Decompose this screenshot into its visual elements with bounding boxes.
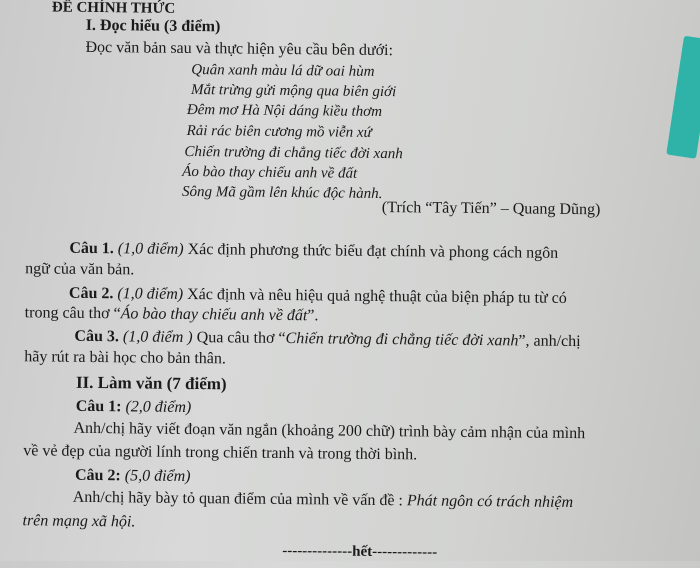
question-points: (1,0 điểm) <box>117 240 184 258</box>
question-2-1 <box>76 397 192 418</box>
question-label: Câu 3. <box>74 327 120 346</box>
question-label: Câu 1. <box>69 239 114 258</box>
question-2-2-cont: trên mạng xã hội. <box>22 512 136 531</box>
quoted-verse: Áo bào thay chiếu anh về đất <box>120 305 308 325</box>
text-suffix: ”, anh/chị <box>518 332 581 351</box>
essay-topic: Phát ngôn có trách nhiệm <box>406 492 574 512</box>
question-points: (1,0 điểm ) <box>122 328 193 347</box>
question-2-1-text: Anh/chị hãy viết đoạn văn ngắn (khoảng 200 chữ) trình bày cảm nhận của mình <box>73 419 586 443</box>
poem-line: Quân xanh màu lá dữ oai hùm <box>191 62 375 80</box>
quoted-verse: Chiến trường đi chẳng tiếc đời xanh <box>285 330 519 350</box>
question-text: Xác định và nêu hiệu quả nghệ thuật của biện pháp tu từ có <box>183 285 567 307</box>
poem-line: Đêm mơ Hà Nội dáng kiều thơm <box>186 101 383 121</box>
question-label: Câu 1: <box>75 397 122 416</box>
question-text: Xác định phương thức biểu đạt chính và phong cách ngôn <box>183 240 559 262</box>
text-prefix: Anh/chị hãy bày tỏ quan điểm của mình về vấn đề : <box>72 488 408 510</box>
question-1-1-cont: ngữ của văn bản. <box>25 260 135 279</box>
text-prefix: trong câu thơ “ <box>24 304 121 323</box>
question-points: (1,0 điểm) <box>117 285 184 303</box>
text-suffix: ”. <box>307 307 319 325</box>
question-1-1 <box>69 239 558 264</box>
poem-line: Mắt trừng gửi mộng qua biên giới <box>190 82 397 101</box>
question-1-3-cont: hãy rút ra bài học cho bản thân. <box>24 348 227 368</box>
question-label: Câu 2: <box>74 466 121 485</box>
question-2-2 <box>75 466 191 487</box>
poem-line: Sông Mã gầm lên khúc độc hành. <box>181 183 383 203</box>
text-prefix: Qua câu thơ “ <box>192 329 286 348</box>
question-2-2-text <box>73 488 574 513</box>
question-2-1-cont: về vẻ đẹp của người lính trong chiến tranh và trong thời bình. <box>23 442 418 464</box>
question-points: (2,0 điểm) <box>125 398 192 417</box>
poem-line: Rải rác biên cương mồ viễn xứ <box>186 122 372 141</box>
question-points: (5,0 điểm) <box>124 467 191 486</box>
question-1-2-cont <box>25 303 319 326</box>
question-label: Câu 2. <box>68 284 114 303</box>
section-2-title: II. Làm văn (7 điểm) <box>75 372 227 394</box>
poem-line: Chiến trường đi chẳng tiếc đời xanh <box>184 143 403 163</box>
official-exam-label: ĐỀ CHÍNH THỨC <box>51 0 176 17</box>
poem-line: Áo bào thay chiếu anh về đất <box>182 163 358 182</box>
poem-citation: (Trích “Tây Tiến” – Quang Dũng) <box>381 199 601 219</box>
end-mark: --------------hết------------- <box>282 542 438 561</box>
section-1-instruction: Đọc văn bản sau và thực hiện yêu cầu bên dưới: <box>85 38 394 60</box>
page-corner-tab <box>666 36 700 159</box>
section-1-title: I. Đọc hiểu (3 điểm) <box>85 16 221 36</box>
